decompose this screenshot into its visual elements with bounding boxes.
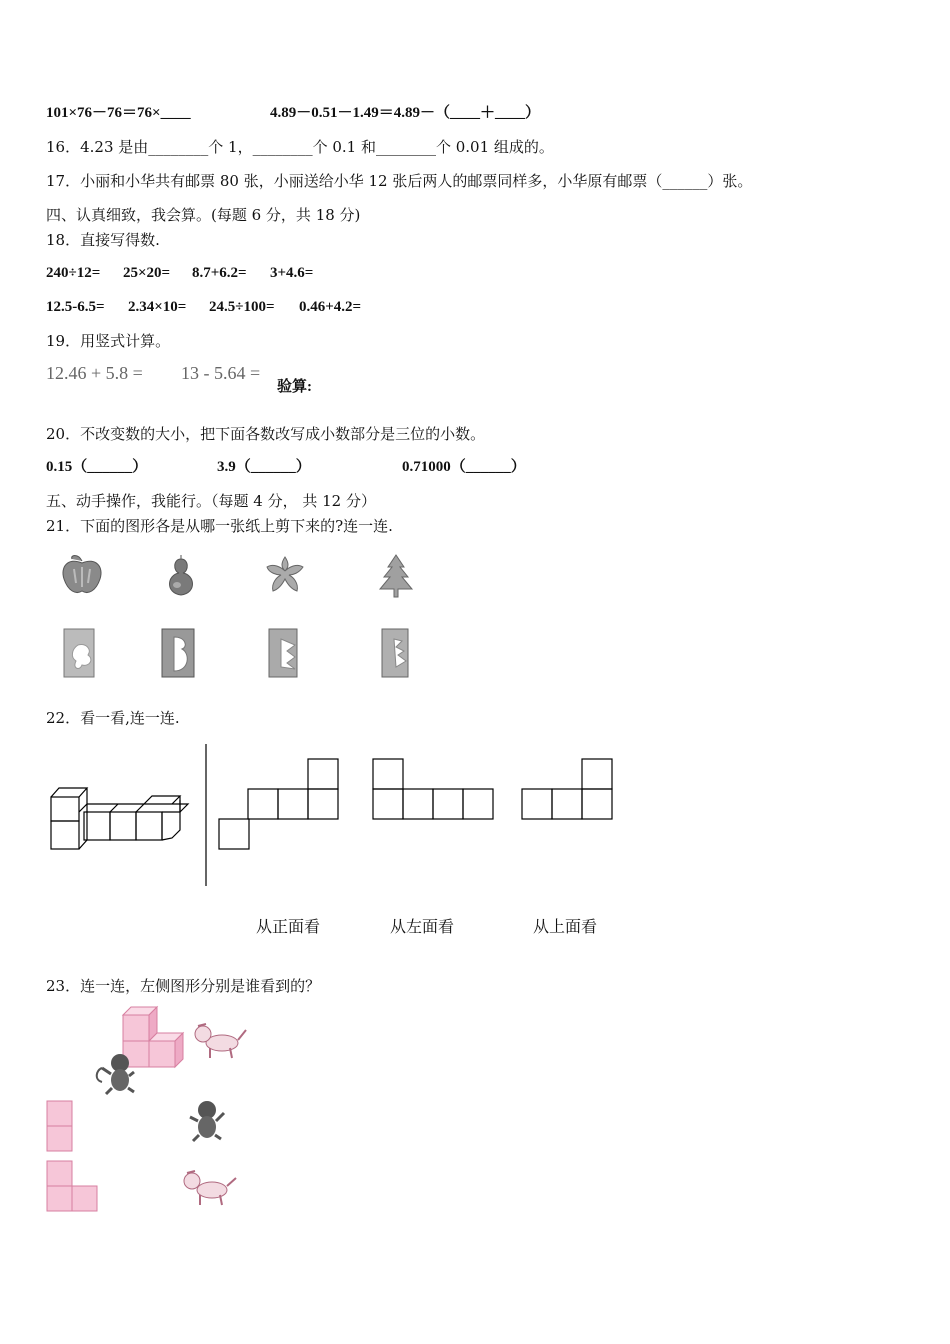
q20-title: 20．不改变数的大小，把下面各数改写成小数部分是三位的小数。 — [46, 425, 486, 443]
dog-icon — [184, 1171, 236, 1205]
q18-r1-c1: 240÷12= — [46, 265, 101, 281]
q19-expr2: 13 - 5.64 = — [181, 363, 261, 383]
pink-view-l — [47, 1161, 97, 1211]
section4-heading: 四、认真细致，我会算。(每题 6 分，共 18 分) — [46, 206, 361, 224]
q19-expr1: 12.46 + 5.8 = — [46, 363, 143, 383]
q21-title: 21．下面的图形各是从哪一张纸上剪下来的?连一连. — [46, 517, 393, 535]
view-label-front: 从正面看 — [256, 917, 321, 936]
q18-r1-c3: 8.7+6.2= — [192, 265, 247, 281]
section5-heading: 五、动手操作，我能行。（每题 4 分， 共 12 分） — [46, 492, 376, 510]
q20-item1: 0.15（______） — [46, 459, 148, 475]
q18-r1-c4: 3+4.6= — [270, 265, 314, 281]
q15-left: 101×76－76＝76×____ — [46, 105, 191, 121]
q17: 17．小丽和小华共有邮票 80 张，小丽送给小华 12 张后两人的邮票同样多，小华原有邮票（______）张。 — [46, 172, 753, 190]
q18-r1-c2: 25×20= — [123, 265, 171, 281]
pink-view-vertical — [47, 1101, 72, 1151]
q18-r2-c1: 12.5-6.5= — [46, 299, 105, 315]
pink-cubes — [123, 1007, 183, 1067]
view-label-left: 从左面看 — [390, 917, 455, 936]
q20-item3: 0.71000（______） — [402, 459, 526, 475]
q20-item2: 3.9（______） — [217, 459, 311, 475]
view-label-top: 从上面看 — [533, 917, 598, 936]
monkey-icon — [97, 1054, 134, 1094]
q19-check: 验算: — [277, 379, 312, 395]
q22-title: 22．看一看,连一连. — [46, 709, 180, 727]
q18-r2-c3: 24.5÷100= — [209, 299, 275, 315]
q18-r2-c4: 0.46+4.2= — [299, 299, 362, 315]
q23-title: 23．连一连，左侧图形分别是谁看到的？ — [46, 977, 321, 995]
q15-right: 4.89－0.51－1.49＝4.89－（____＋____） — [270, 105, 541, 121]
dog-icon — [195, 1024, 246, 1058]
q18-title: 18．直接写得数. — [46, 231, 160, 249]
q19-title: 19．用竖式计算。 — [46, 332, 171, 350]
q16: 16．4.23 是由________个 1，________个 0.1 和________个 0.01 组成的。 — [46, 138, 554, 156]
monkey-icon — [190, 1101, 224, 1141]
q18-r2-c2: 2.34×10= — [128, 299, 187, 315]
